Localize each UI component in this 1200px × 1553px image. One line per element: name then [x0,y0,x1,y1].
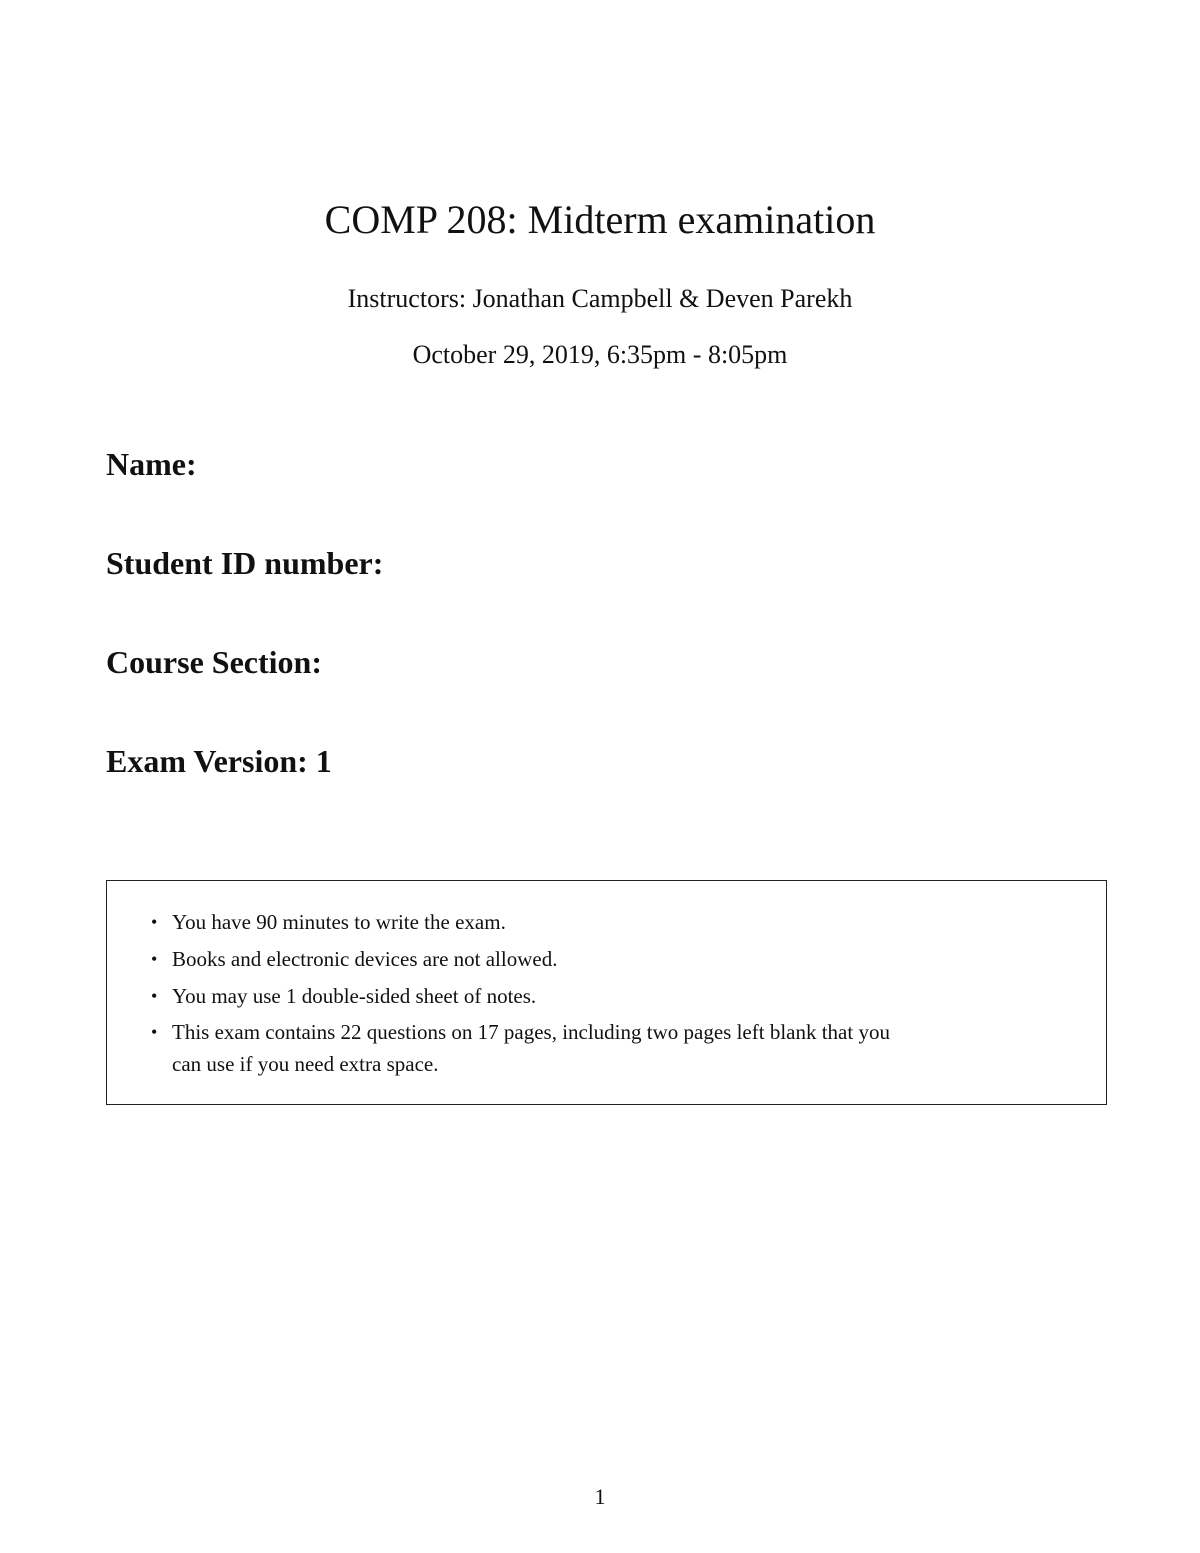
instructions-box [106,880,1107,1105]
name-label: Name: [106,446,197,482]
instruction-item [151,905,911,939]
page-number: 1 [594,1484,606,1509]
bullet-icon: • [151,986,158,1006]
instruction-text: You may use 1 double-sided sheet of notes. [172,984,537,1008]
instruction-text: You have 90 minutes to write the exam. [172,910,506,934]
instruction-item [151,942,911,976]
bullet-icon: • [151,1022,158,1042]
instructors-line: Instructors: Jonathan Campbell & Deven Parekh [347,284,853,313]
exam-version-label: Exam Version: 1 [106,743,332,779]
exam-title: COMP 208: Midterm examination [324,197,876,242]
bullet-icon: • [151,949,158,969]
exam-date: October 29, 2019, 6:35pm - 8:05pm [412,340,788,369]
instructions-list [151,905,911,1083]
bullet-icon: • [151,912,158,932]
instruction-item [151,1016,911,1080]
student-id-label: Student ID number: [106,545,384,581]
instruction-item [151,979,911,1013]
instruction-text: This exam contains 22 questions on 17 pages, including two pages left blank that you can use if you need extra space. [172,1020,890,1076]
course-section-label: Course Section: [106,644,322,680]
instruction-text: Books and electronic devices are not allowed. [172,947,558,971]
